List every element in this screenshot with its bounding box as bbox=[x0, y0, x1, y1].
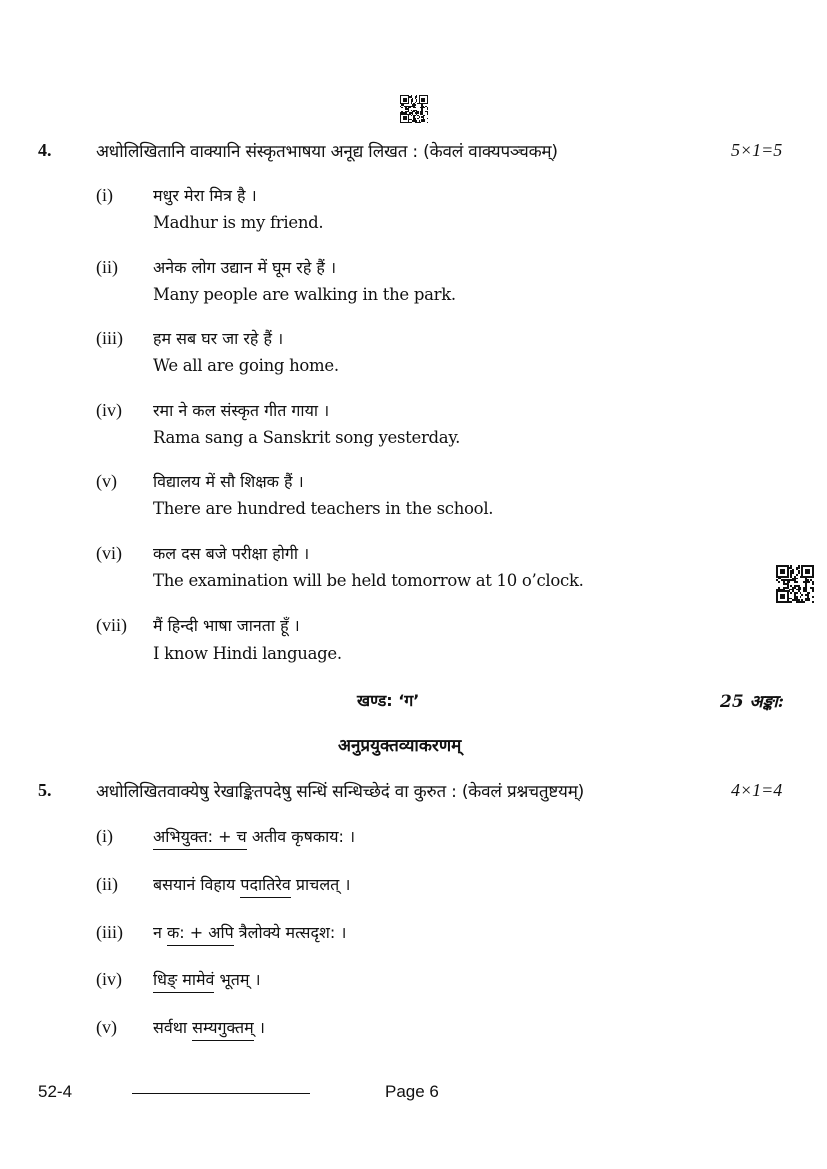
question-4-number: 4. bbox=[38, 140, 52, 160]
footer-divider bbox=[132, 1093, 310, 1094]
q4-item-hindi: रमा ने कल संस्कृत गीत गाया । bbox=[153, 401, 330, 420]
q5-item-label: (i) bbox=[96, 826, 113, 846]
q4-item-label: (iv) bbox=[96, 400, 122, 420]
q5-item-pre: सर्वथा bbox=[153, 1018, 193, 1037]
q4-item-english: We all are going home. bbox=[153, 356, 339, 375]
q5-item-sentence bbox=[153, 968, 261, 990]
q5-item-sentence bbox=[153, 825, 355, 847]
q5-item-sentence bbox=[153, 921, 346, 943]
q4-item-hindi: कल दस बजे परीक्षा होगी । bbox=[153, 544, 310, 563]
question-5-marks: 4×1=4 bbox=[731, 780, 783, 800]
question-5-instruction: अधोलिखितवाक्येषु रेखाङ्कितपदेषु सन्धिं सन्धिच्छेदं वा कुरुत : (केवलं प्रश्नचतुष्टयम्) bbox=[96, 782, 585, 802]
q4-item-english: The examination will be held tomorrow at 10 o’clock. bbox=[153, 571, 584, 590]
q5-item-pre: बसयानं विहाय bbox=[153, 875, 241, 894]
q4-item-label: (i) bbox=[96, 185, 113, 205]
q4-item-label: (iii) bbox=[96, 328, 123, 348]
q4-item-hindi: मधुर मेरा मित्र है । bbox=[153, 186, 257, 205]
q5-item-underlined: अभियुक्त: + च bbox=[153, 827, 247, 850]
footer-code: 52-4 bbox=[38, 1082, 73, 1101]
section-marks: 25 अङ्का: bbox=[720, 692, 785, 712]
q4-item-hindi: अनेक लोग उद्यान में घूम रहे हैं । bbox=[153, 258, 337, 277]
q4-item-english: I know Hindi language. bbox=[153, 644, 342, 663]
question-4-instruction: अधोलिखितानि वाक्यानि संस्कृतभाषया अनूद्य लिखत : (केवलं वाक्यपञ्चकम्) bbox=[96, 142, 558, 162]
qr-code-top bbox=[400, 95, 428, 123]
q5-item-label: (ii) bbox=[96, 874, 118, 894]
q4-item-english: Many people are walking in the park. bbox=[153, 285, 456, 304]
q5-item-pre: न bbox=[153, 923, 167, 942]
q4-item-label: (v) bbox=[96, 471, 117, 491]
q5-item-underlined: पदातिरेव bbox=[240, 875, 290, 898]
q5-item-label: (v) bbox=[96, 1017, 117, 1037]
question-5-number: 5. bbox=[38, 780, 52, 800]
q5-item-post: । bbox=[253, 1018, 265, 1037]
q4-item-hindi: हम सब घर जा रहे हैं । bbox=[153, 329, 284, 348]
q4-item-hindi: विद्यालय में सौ शिक्षक हैं । bbox=[153, 472, 304, 491]
q5-item-underlined: क: + अपि bbox=[167, 923, 234, 946]
section-title: खण्ड: ‘ग’ bbox=[357, 691, 420, 710]
q5-item-post: अतीव कृषकाय: । bbox=[246, 827, 356, 846]
footer-page-number: Page 6 bbox=[385, 1082, 439, 1101]
q4-item-label: (ii) bbox=[96, 257, 118, 277]
q4-item-english: Madhur is my friend. bbox=[153, 213, 324, 232]
q5-item-underlined: धिङ् मामेवं bbox=[153, 970, 214, 993]
q4-item-english: Rama sang a Sanskrit song yesterday. bbox=[153, 428, 461, 447]
q5-item-sentence bbox=[153, 1016, 265, 1038]
q4-item-english: There are hundred teachers in the school. bbox=[153, 499, 494, 518]
q5-item-post: प्राचलत् । bbox=[290, 875, 351, 894]
q4-item-label: (vi) bbox=[96, 543, 122, 563]
section-subtitle: अनुप्रयुक्तव्याकरणम् bbox=[338, 736, 462, 756]
q5-item-sentence bbox=[153, 873, 350, 895]
q4-item-hindi: मैं हिन्दी भाषा जानता हूँ । bbox=[153, 616, 300, 635]
q5-item-post: त्रैलोक्ये मत्सदृश: । bbox=[233, 923, 347, 942]
q5-item-label: (iv) bbox=[96, 969, 122, 989]
q4-item-label: (vii) bbox=[96, 615, 127, 635]
q5-item-label: (iii) bbox=[96, 922, 123, 942]
q5-item-underlined: सम्यगुक्तम् bbox=[192, 1018, 254, 1041]
qr-code-side bbox=[776, 565, 814, 603]
question-4-marks: 5×1=5 bbox=[731, 140, 783, 160]
q5-item-post: भूतम् । bbox=[214, 970, 261, 989]
